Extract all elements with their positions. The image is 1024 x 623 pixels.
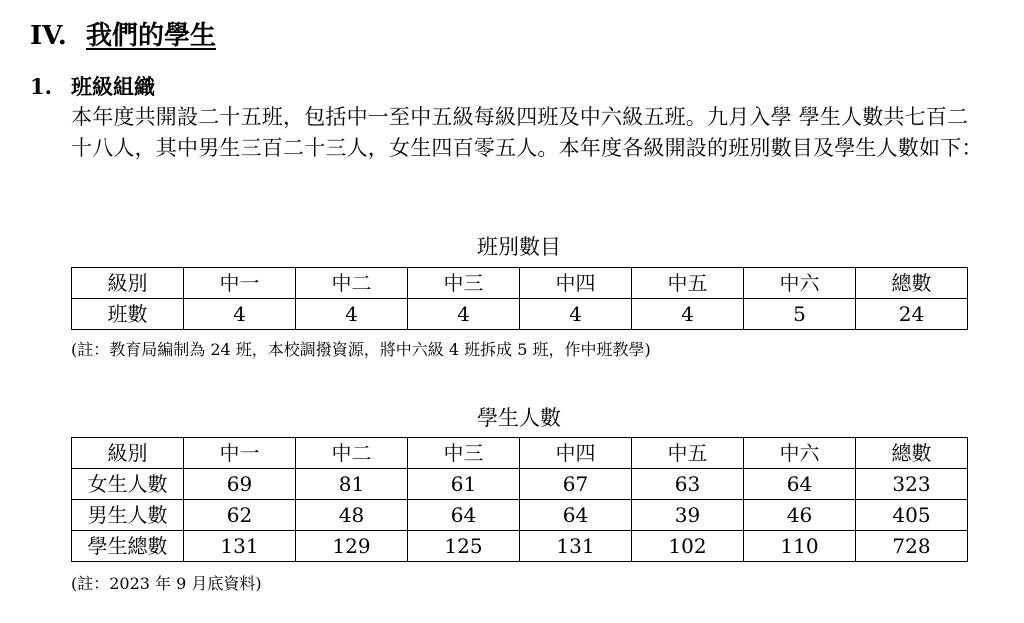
header-cell: 中一: [184, 438, 296, 469]
row-label-cell: 女生人數: [72, 469, 184, 500]
section-number: IV.: [30, 21, 67, 51]
table-cell: 131: [520, 531, 632, 562]
table-cell: 405: [856, 500, 968, 531]
row-label-cell: 班數: [72, 299, 184, 330]
table-row: [72, 531, 968, 562]
table-row: [72, 469, 968, 500]
table-cell: 4: [632, 299, 744, 330]
table-cell: 24: [856, 299, 968, 330]
header-cell: 中六: [744, 268, 856, 299]
table-cell: 64: [520, 500, 632, 531]
student-count-table: [71, 437, 968, 562]
table-cell: 62: [184, 500, 296, 531]
table-cell: 64: [408, 500, 520, 531]
header-cell: 中四: [520, 268, 632, 299]
table-header-row: [72, 438, 968, 469]
header-cell: 中四: [520, 438, 632, 469]
table-cell: 46: [744, 500, 856, 531]
student-table-note: (註：2023 年 9 月底資料): [71, 574, 262, 593]
section-heading: [30, 18, 216, 54]
header-cell: 中二: [296, 268, 408, 299]
table-cell: 4: [408, 299, 520, 330]
section-title: 我們的學生: [86, 21, 217, 51]
student-table-caption: 學生人數: [477, 406, 561, 430]
subsection-title: 班級組織: [71, 74, 155, 99]
table-cell: 48: [296, 500, 408, 531]
table-cell: 110: [744, 531, 856, 562]
header-cell: 中一: [184, 268, 296, 299]
table-cell: 4: [520, 299, 632, 330]
intro-paragraph: 本年度共開設二十五班，包括中一至中五級每級四班及中六級五班。九月入學 學生人數共七百二十八人，其中男生三百二十三人，女生四百零五人。本年度各級開設的班別數目及學生人數如下：: [71, 105, 983, 160]
table-cell: 129: [296, 531, 408, 562]
table-cell: 4: [296, 299, 408, 330]
table-cell: 125: [408, 531, 520, 562]
table-cell: 102: [632, 531, 744, 562]
class-table-caption: 班別數目: [477, 235, 561, 259]
table-cell: 61: [408, 469, 520, 500]
header-cell: 總數: [856, 268, 968, 299]
table-cell: 4: [184, 299, 296, 330]
table-cell: 728: [856, 531, 968, 562]
table-cell: 5: [744, 299, 856, 330]
table-cell: 81: [296, 469, 408, 500]
row-label-cell: 男生人數: [72, 500, 184, 531]
header-cell: 中三: [408, 268, 520, 299]
header-cell: 級別: [72, 268, 184, 299]
table-row: [72, 500, 968, 531]
header-cell: 總數: [856, 438, 968, 469]
table-cell: 39: [632, 500, 744, 531]
class-count-table: [71, 267, 968, 330]
table-cell: 69: [184, 469, 296, 500]
header-cell: 中五: [632, 438, 744, 469]
table-cell: 323: [856, 469, 968, 500]
table-cell: 131: [184, 531, 296, 562]
row-label-cell: 學生總數: [72, 531, 184, 562]
subsection-heading: [30, 72, 155, 102]
table-header-row: [72, 268, 968, 299]
header-cell: 級別: [72, 438, 184, 469]
header-cell: 中三: [408, 438, 520, 469]
table-cell: 64: [744, 469, 856, 500]
header-cell: 中五: [632, 268, 744, 299]
table-row: [72, 299, 968, 330]
subsection-number: 1.: [30, 74, 52, 99]
class-table-note: (註：教育局編制為 24 班，本校調撥資源，將中六級 4 班拆成 5 班，作中班教學): [71, 340, 651, 359]
table-cell: 63: [632, 469, 744, 500]
header-cell: 中二: [296, 438, 408, 469]
header-cell: 中六: [744, 438, 856, 469]
table-cell: 67: [520, 469, 632, 500]
